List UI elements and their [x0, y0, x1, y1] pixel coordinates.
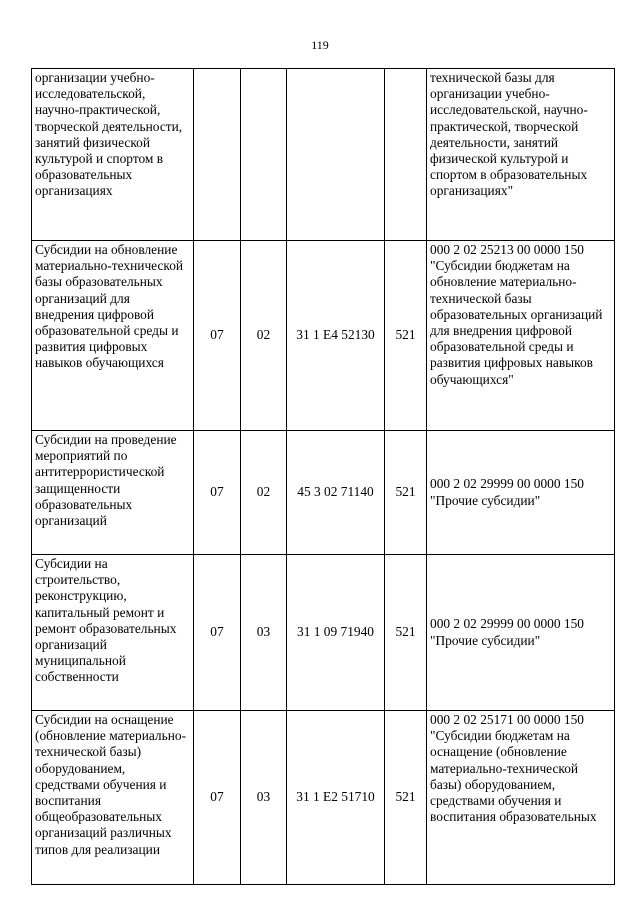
table-row	[32, 711, 615, 885]
revenue-code-cell: технической базы для организации учебно-исследовательской, научно-практической, творческой деятельности, занятий физической культурой и спортом в образовательных организациях"	[427, 69, 615, 241]
target-article-cell	[287, 69, 385, 241]
section-code-cell	[194, 69, 241, 241]
subsection-code-cell: 03	[241, 711, 287, 885]
table-row	[32, 555, 615, 711]
target-article-cell: 45 3 02 71140	[287, 431, 385, 555]
section-code-cell: 07	[194, 711, 241, 885]
page-number: 119	[311, 38, 329, 52]
section-code-cell: 07	[194, 241, 241, 431]
expense-name-cell: Субсидии на обновление материально-технической базы образовательных организаций для внедрения цифровой образовательной среды и развития цифровых навыков обучающихся	[32, 241, 194, 431]
expense-type-cell: 521	[385, 555, 427, 711]
expense-name-cell: организации учебно-исследовательской, научно-практической, творческой деятельности, занятий физической культурой и спортом в образовательных организациях	[32, 69, 194, 241]
target-article-cell: 31 1 09 71940	[287, 555, 385, 711]
table-row	[32, 431, 615, 555]
expense-type-cell: 521	[385, 241, 427, 431]
revenue-code-cell: 000 2 02 29999 00 0000 150 "Прочие субсидии"	[427, 555, 615, 711]
budget-table	[31, 68, 615, 885]
expense-type-cell: 521	[385, 711, 427, 885]
section-code-cell: 07	[194, 555, 241, 711]
expense-name-cell: Субсидии на оснащение (обновление материально-технической базы) оборудованием, средствами обучения и воспитания общеобразовательных организаций различных типов для реализации	[32, 711, 194, 885]
revenue-code-cell: 000 2 02 25213 00 0000 150 "Субсидии бюджетам на обновление материально-технической базы образовательных организаций для внедрения цифровой образовательной среды и развития цифровых навыков обучающихся"	[427, 241, 615, 431]
subsection-code-cell: 02	[241, 241, 287, 431]
target-article-cell: 31 1 E4 52130	[287, 241, 385, 431]
revenue-code-cell: 000 2 02 29999 00 0000 150 "Прочие субсидии"	[427, 431, 615, 555]
table-row	[32, 69, 615, 241]
subsection-code-cell: 02	[241, 431, 287, 555]
expense-name-cell: Субсидии на строительство, реконструкцию, капитальный ремонт и ремонт образовательных организаций муниципальной собственности	[32, 555, 194, 711]
subsection-code-cell: 03	[241, 555, 287, 711]
section-code-cell: 07	[194, 431, 241, 555]
expense-type-cell	[385, 69, 427, 241]
subsection-code-cell	[241, 69, 287, 241]
table-row	[32, 241, 615, 431]
expense-type-cell: 521	[385, 431, 427, 555]
expense-name-cell: Субсидии на проведение мероприятий по антитеррористической защищенности образовательных организаций	[32, 431, 194, 555]
revenue-code-cell: 000 2 02 25171 00 0000 150 "Субсидии бюджетам на оснащение (обновление материально-технической базы) оборудованием, средствами обучения и воспитания образовательных	[427, 711, 615, 885]
target-article-cell: 31 1 E2 51710	[287, 711, 385, 885]
